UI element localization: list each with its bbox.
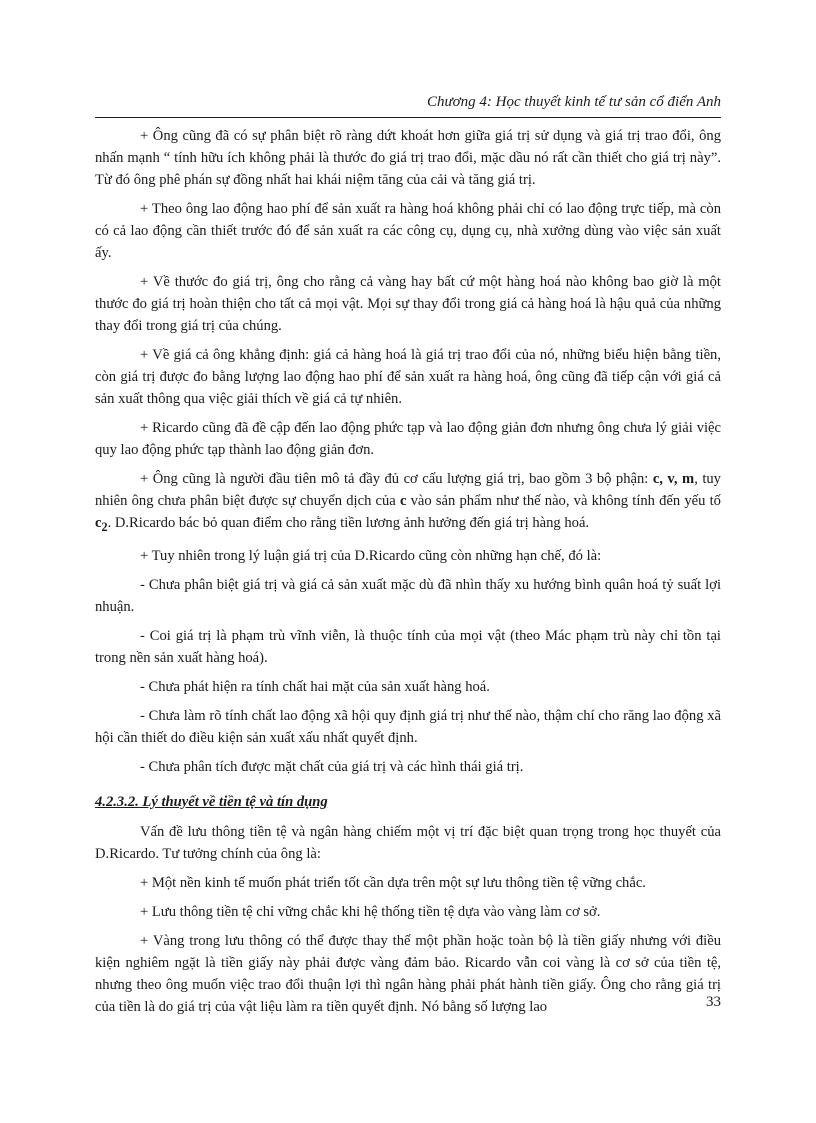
paragraph-limitation-4: - Chưa làm rõ tính chất lao động xã hội quy định giá trị như thế nào, thậm chí cho răng lao động xã hội cần thiết do điều kiện sản xuất xấu nhất quyết định. (95, 707, 721, 746)
page-body (95, 125, 721, 1025)
paragraph-limitation-1: - Chưa phân biệt giá trị và giá cả sản xuất mặc dù đã nhìn thấy xu hướng bình quân hoá tỷ suất lợi nhuận. (95, 576, 721, 615)
paragraph-complex-labor: + Ricardo cũng đã đề cập đến lao động phức tạp và lao động giản đơn nhưng ông chưa lý giải việc quy lao động phức tạp thành lao động giản đơn. (95, 420, 721, 458)
paragraph-limitation-2: - Coi giá trị là phạm trù vĩnh viễn, là thuộc tính của mọi vật (theo Mác phạm trù này chỉ tồn tại trong nền sản xuất hàng hoá). (95, 627, 721, 666)
section-heading: 4.2.3.2. Lý thuyết về tiền tệ và tín dụng (95, 793, 328, 810)
paragraph-value-distinction: + Ông cũng đã có sự phân biệt rõ ràng dứt khoát hơn giữa giá trị sử dụng và giá trị trao đổi, ông nhấn mạnh “ tính hữu ích không phải là thước đo giá trị trao đổi, mặc dầu nó rất cần thiết cho giá trị này”. Từ đó ông phê phán sự đồng nhất hai khái niệm tăng của cải và tăng giá trị. (95, 128, 721, 188)
bold-term-cvm: c, v, m (652, 471, 695, 487)
c2-subscript: 2 (101, 519, 108, 534)
paragraph-money-3: + Vàng trong lưu thông có thể được thay thế một phần hoặc toàn bộ là tiền giấy nhưng với điều kiện nghiêm ngặt là tiền giấy này phải được vàng đảm bảo. Ricardo vẫn coi vàng là cơ sở của tiền tệ, nhưng theo ông muốn việc trao đổi thuận lợi thì ngân hàng phải phát hành tiền giấy. Ông cho rằng giá trị của tiền là do giá trị của vật liệu làm ra tiền quyết định. Nó bằng số lượng lao (95, 932, 721, 1015)
bold-term-c2 (95, 515, 108, 534)
page-number: 33 (706, 994, 721, 1010)
paragraph-value-measure: + Về thước đo giá trị, ông cho rằng cả vàng hay bất cứ một hàng hoá nào không bao giờ là một thước đo giá trị hoàn thiện cho tất cả mọi vật. Mọi sự thay đổi trong giá cả hàng hoá là hậu quả của những thay đổi trong giá trị của chúng. (95, 274, 721, 334)
paragraph-price: + Về giá cả ông khẳng định: giá cả hàng hoá là giá trị trao đổi của nó, những biểu hiện bằng tiền, còn giá trị được đo bằng lượng lao động hao phí để sản xuất ra hàng hoá, ông cũng đã tiếp cận với giá cả sản xuất thông qua việc giải thích về giá cả tự nhiên. (95, 347, 721, 407)
paragraph-limitation-3: - Chưa phát hiện ra tính chất hai mặt của sản xuất hàng hoá. (140, 678, 490, 695)
paragraph-money-intro: Vấn đề lưu thông tiền tệ và ngân hàng chiếm một vị trí đặc biệt quan trọng trong học thuyết của D.Ricardo. Tư tưởng chính của ông là: (95, 823, 721, 862)
paragraph-limitations-intro: + Tuy nhiên trong lý luận giá trị của D.Ricardo cũng còn những hạn chế, đó là: (140, 547, 602, 564)
bold-term-c: c (399, 493, 407, 509)
page-header (95, 93, 721, 118)
c2-base: c (95, 515, 102, 531)
text-segment: , tuy nhiên ông chưa phân biệt được sự chuyển dịch của (95, 471, 721, 509)
text-segment: . D.Ricardo bác bỏ quan điểm cho rằng tiền lương ảnh hưởng đến giá trị hàng hoá. (107, 515, 590, 531)
paragraph-money-1: + Một nền kinh tế muốn phát triển tốt cần dựa trên một sự lưu thông tiền tệ vững chắc. (140, 874, 646, 891)
paragraph-limitation-5: - Chưa phân tích được mặt chất của giá trị và các hình thái giá trị. (140, 758, 524, 775)
chapter-title: Chương 4: Học thuyết kinh tế tư sản cổ điển Anh (426, 94, 721, 110)
text-segment: vào sản phẩm như thế nào, và không tính đến yếu tố (406, 493, 721, 509)
paragraph-money-2: + Lưu thông tiền tệ chỉ vững chắc khi hệ thống tiền tệ dựa vào vàng làm cơ sở. (140, 903, 601, 920)
paragraph-labor-cost: + Theo ông lao động hao phí để sản xuất ra hàng hoá không phải chỉ có lao động trực tiếp, mà còn có cả lao động cần thiết trước đó để sản xuất ra các công cụ, dụng cụ, nhà xưởng dùng vào việc sản xuất ấy. (95, 201, 721, 261)
paragraph-value-structure (95, 468, 721, 538)
text-segment: + Ông cũng là người đầu tiên mô tả đầy đủ cơ cấu lượng giá trị, bao gồm 3 bộ phận: (140, 471, 653, 487)
